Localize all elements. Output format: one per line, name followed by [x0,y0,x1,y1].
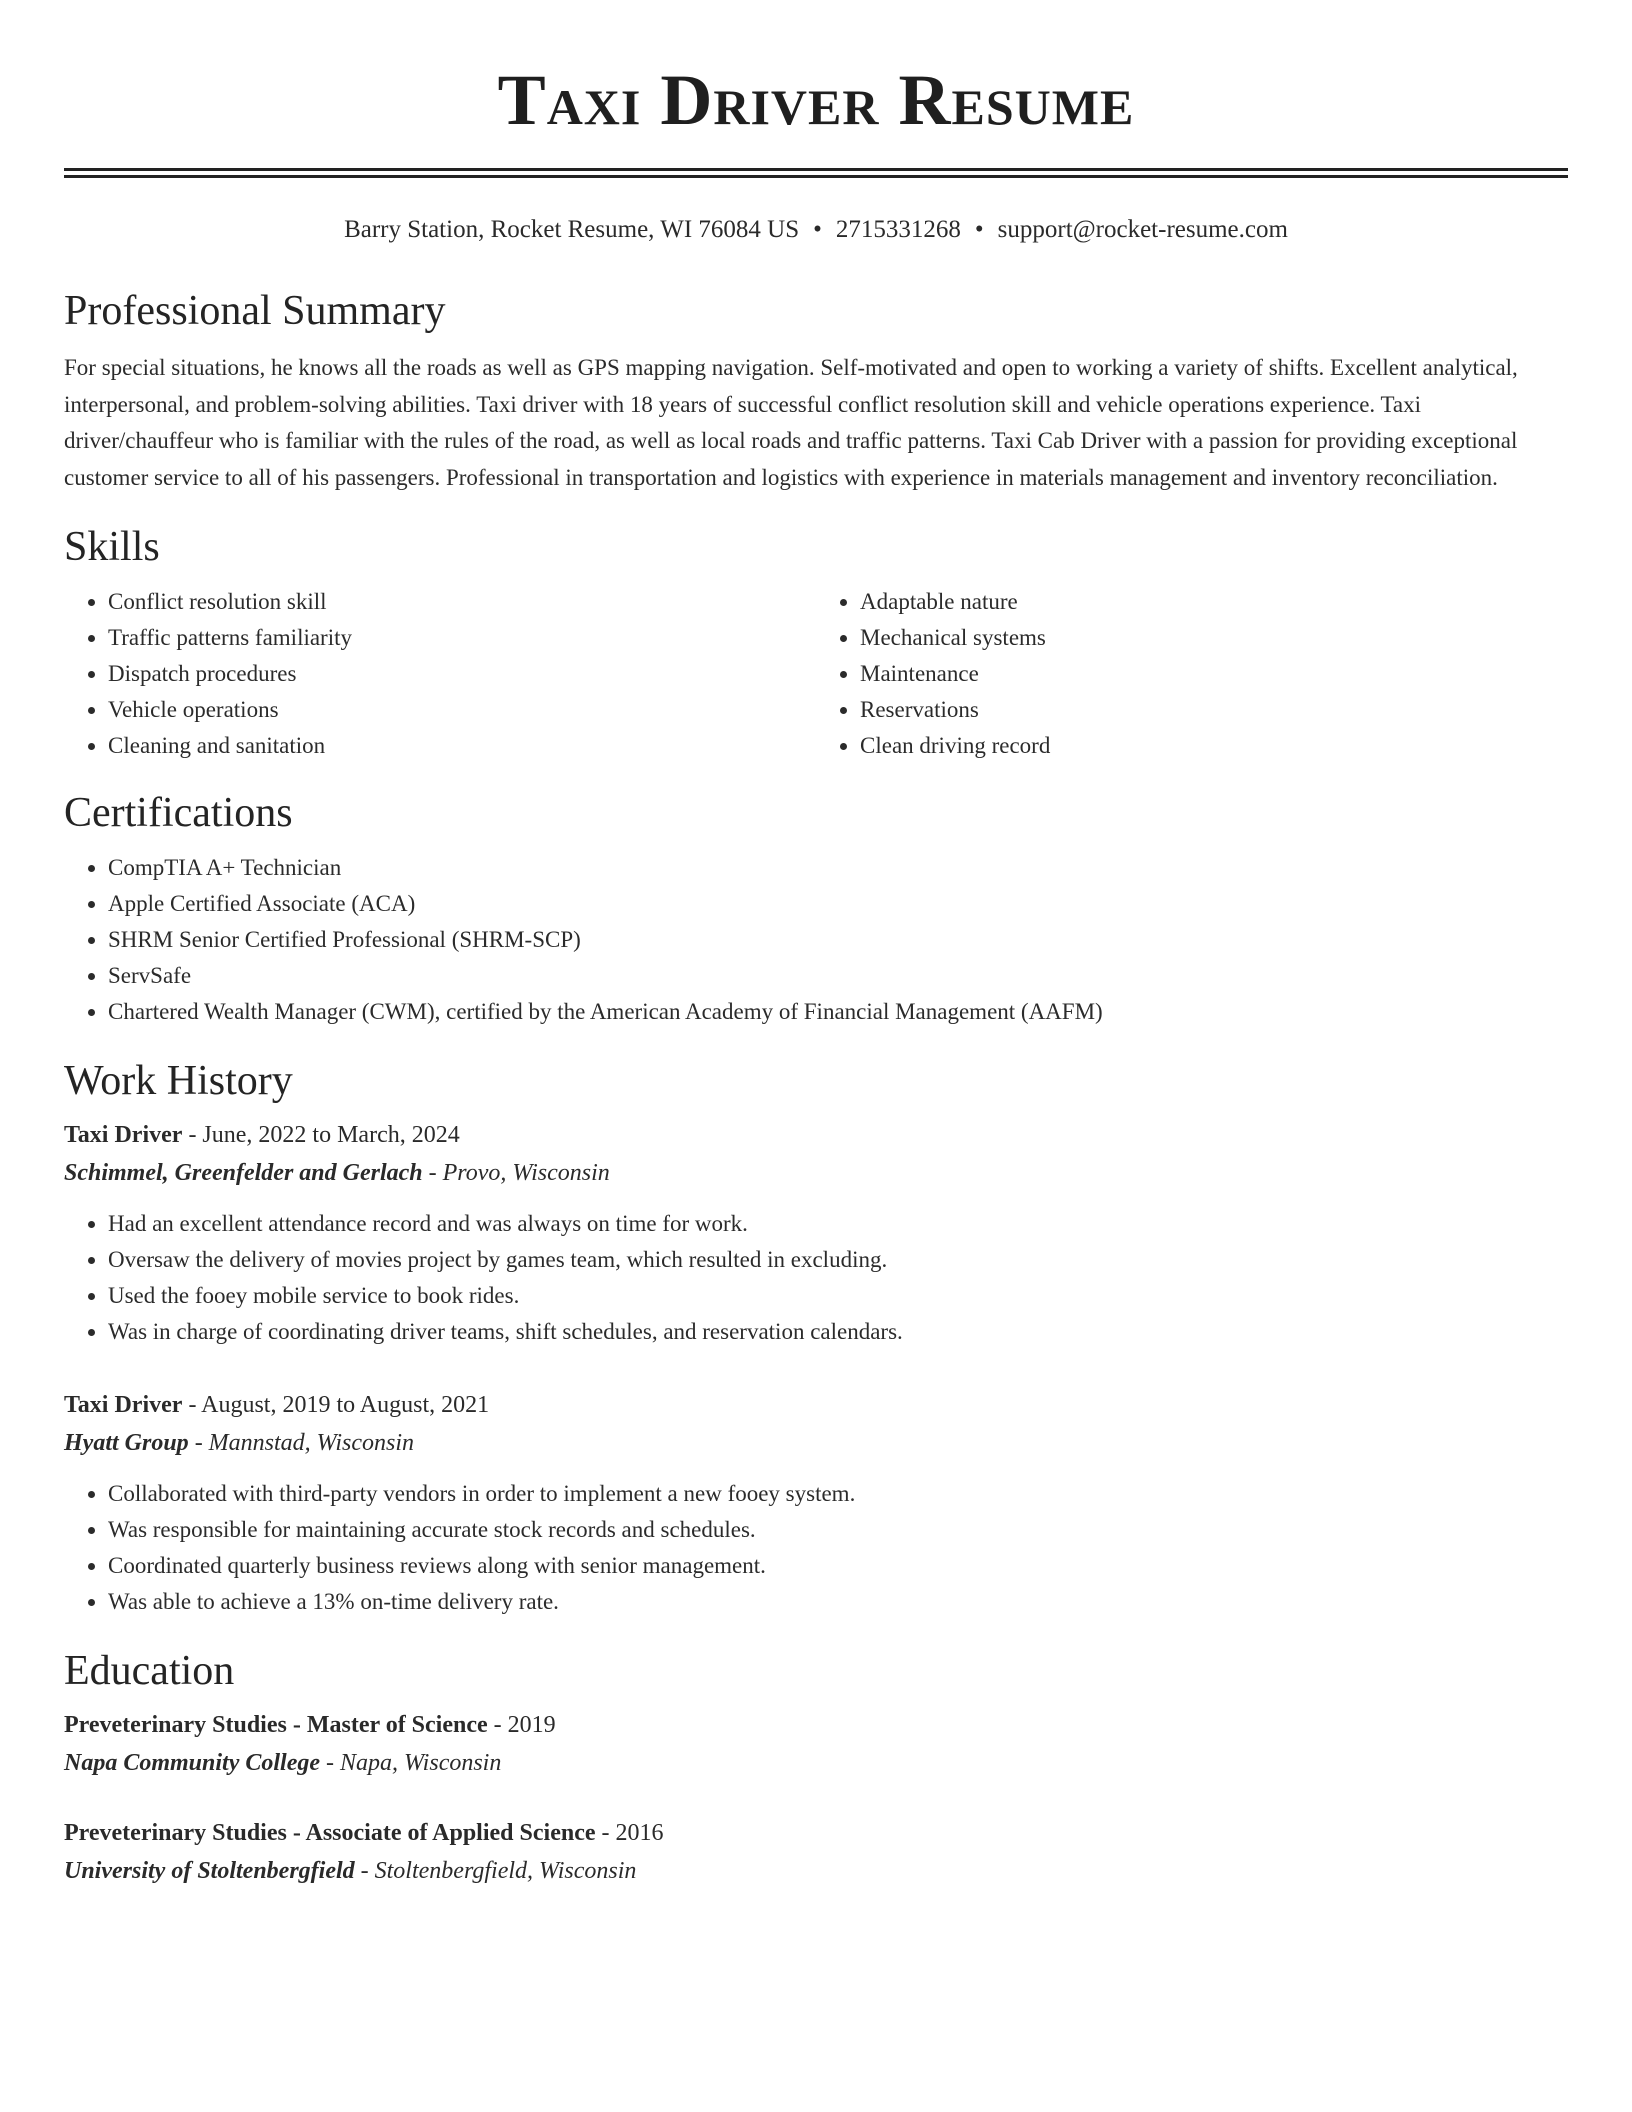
job-title: Taxi Driver [64,1392,183,1418]
skill-item: • Reservations [860,692,1568,728]
job-bullet: • Was able to achieve a 13% on-time delivery rate. [108,1584,1568,1620]
education-degree: Preveterinary Studies - Master of Science [64,1712,488,1738]
education-school: University of Stoltenbergfield [64,1858,355,1884]
job-bullets [64,1476,1568,1620]
certification-item: • Apple Certified Associate (ACA) [108,886,1568,922]
education-heading: Education [64,1648,235,1694]
skill-item: • Conflict resolution skill [108,584,816,620]
job-bullet: • Was responsible for maintaining accurate stock records and schedules. [108,1512,1568,1548]
certifications-list [64,850,1568,1030]
job-location: - Mannstad, Wisconsin [188,1430,415,1456]
skills-section [64,522,1568,764]
skills-list-right [816,584,1568,764]
skills-heading: Skills [64,524,160,570]
skill-item: • Mechanical systems [860,620,1568,656]
education-degree-line [64,1814,1568,1852]
contact-separator: • [813,216,822,243]
education-year: - 2016 [595,1820,664,1846]
job-bullet: • Used the fooey mobile service to book rides. [108,1278,1568,1314]
skill-item: • Adaptable nature [860,584,1568,620]
skill-item: • Cleaning and sanitation [108,728,816,764]
job-entry [64,1386,1568,1620]
skill-item: • Maintenance [860,656,1568,692]
education-school: Napa Community College [64,1750,321,1776]
job-company-line [64,1424,1568,1462]
title-divider [64,168,1568,178]
job-entry [64,1116,1568,1350]
job-location: - Provo, Wisconsin [422,1160,610,1186]
job-bullet: • Was in charge of coordinating driver teams, shift schedules, and reservation calendars. [108,1314,1568,1350]
certifications-heading: Certifications [64,790,293,836]
certification-item: • CompTIA A+ Technician [108,850,1568,886]
summary-section [64,286,1568,496]
contact-phone: 2715331268 [835,216,961,243]
job-company: Schimmel, Greenfelder and Gerlach [64,1160,423,1186]
contact-line [64,214,1568,246]
education-entry [64,1814,1568,1890]
skill-item: • Traffic patterns familiarity [108,620,816,656]
certification-item: • Chartered Wealth Manager (CWM), certified by the American Academy of Financial Management (AAFM) [108,994,1568,1030]
work-history-section [64,1056,1568,1620]
skill-item: • Dispatch procedures [108,656,816,692]
education-degree-line [64,1706,1568,1744]
skill-item: • Clean driving record [860,728,1568,764]
skills-columns [64,584,1568,764]
job-dates: - August, 2019 to August, 2021 [182,1392,490,1418]
certification-item: • ServSafe [108,958,1568,994]
job-company: Hyatt Group [64,1430,189,1456]
education-school-line [64,1852,1568,1890]
job-dates: - June, 2022 to March, 2024 [182,1122,460,1148]
education-entry [64,1706,1568,1782]
job-title: Taxi Driver [64,1122,183,1148]
skills-list-left [64,584,816,764]
contact-address: Barry Station, Rocket Resume, WI 76084 US [344,216,800,243]
job-title-line [64,1386,1568,1424]
certifications-section [64,788,1568,1030]
skill-item: • Vehicle operations [108,692,816,728]
education-section [64,1646,1568,1890]
education-year: - 2019 [487,1712,556,1738]
job-bullets [64,1206,1568,1350]
education-school-line [64,1744,1568,1782]
contact-separator: • [974,216,984,243]
education-location: - Napa, Wisconsin [320,1750,502,1776]
education-location: - Stoltenbergfield, Wisconsin [354,1858,637,1884]
work-history-heading: Work History [64,1058,293,1104]
job-company-line [64,1154,1568,1192]
job-bullet: • Coordinated quarterly business reviews along with senior management. [108,1548,1568,1584]
summary-text: For special situations, he knows all the roads as well as GPS mapping navigation. Self-motivated and open to working a variety of shifts. Excellent analytical, interpersonal, and problem-solving abilities. Taxi driver with 18 years of successful conflict resolution skill and vehicle operations experience. Taxi driver/chauffeur who is familiar with the rules of the road, as well as local roads and traffic patterns. Taxi Cab Driver with a passion for providing exceptional customer service to all of his passengers. Professional in transportation and logistics with experience in materials management and inventory reconciliation. [64,355,1518,490]
education-degree: Preveterinary Studies - Associate of Applied Science [64,1820,596,1846]
contact-email: support@rocket-resume.com [997,216,1288,243]
job-title-line [64,1116,1568,1154]
job-bullet: • Collaborated with third-party vendors in order to implement a new fooey system. [108,1476,1568,1512]
job-bullet: • Had an excellent attendance record and was always on time for work. [108,1206,1568,1242]
certification-item: • SHRM Senior Certified Professional (SHRM-SCP) [108,922,1568,958]
resume-title: Taxi Driver Resume [497,60,1135,140]
job-bullet: • Oversaw the delivery of movies project by games team, which resulted in excluding. [108,1242,1568,1278]
summary-heading: Professional Summary [64,288,446,334]
